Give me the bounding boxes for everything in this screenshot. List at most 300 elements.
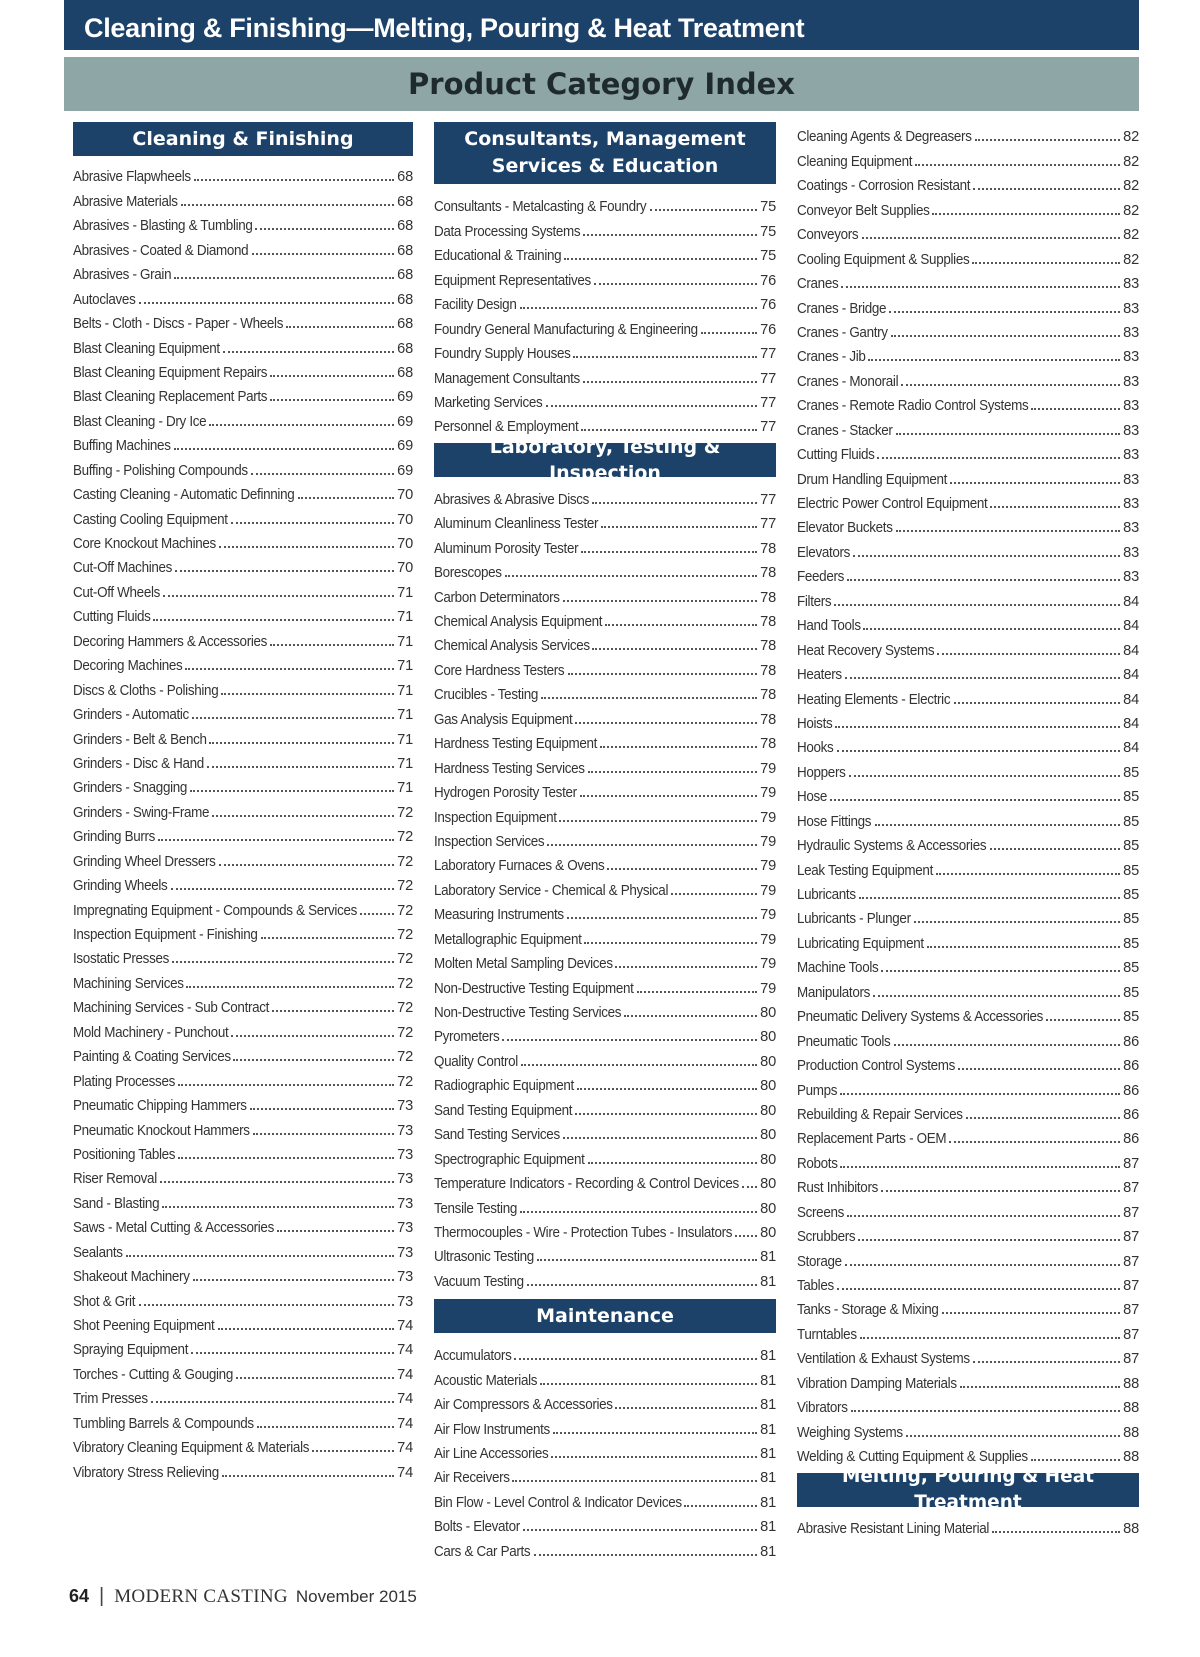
index-entry (797, 831, 1139, 855)
entry-label: Grinders - Snagging (73, 780, 188, 797)
index-entry (797, 1319, 1139, 1343)
entry-label: Vibratory Stress Relieving (73, 1464, 219, 1481)
entry-page-number: 85 (1123, 984, 1139, 1001)
entry-page-number: 85 (1123, 911, 1139, 928)
dot-leader (891, 335, 1120, 337)
entry-page-number: 82 (1123, 202, 1139, 219)
index-entry (434, 1463, 776, 1487)
entry-page-number: 77 (760, 491, 776, 508)
entry-page-number: 83 (1123, 373, 1139, 390)
entry-page-number: 80 (760, 1078, 776, 1095)
dot-leader (563, 1137, 757, 1139)
index-entry (434, 631, 776, 655)
dot-leader (835, 726, 1120, 728)
entry-label: Pyrometers (434, 1029, 500, 1046)
entry-label: Accumulators (434, 1348, 512, 1365)
entry-page-number: 85 (1123, 1009, 1139, 1026)
entry-page-number: 70 (397, 511, 413, 528)
index-entry (797, 757, 1139, 781)
entry-page-number: 72 (397, 902, 413, 919)
index-entry (434, 484, 776, 508)
entry-page-number: 88 (1123, 1520, 1139, 1537)
entry-page-number: 70 (397, 560, 413, 577)
dot-leader (207, 766, 395, 768)
entry-page-number: 69 (397, 413, 413, 430)
dot-leader (270, 644, 394, 646)
index-entry (797, 269, 1139, 293)
entry-page-number: 78 (760, 711, 776, 728)
entry-page-number: 79 (760, 882, 776, 899)
entry-label: Educational & Training (434, 248, 562, 265)
index-entry (73, 724, 413, 748)
dot-leader (958, 1068, 1120, 1070)
index-entry (434, 241, 776, 265)
index-entry (434, 924, 776, 948)
entry-page-number: 85 (1123, 862, 1139, 879)
entry-label: Buffing Machines (73, 438, 171, 455)
entry-label: Blast Cleaning Replacement Parts (73, 389, 268, 406)
index-entry (434, 1144, 776, 1168)
index-entry (797, 635, 1139, 659)
entry-page-number: 68 (397, 242, 413, 259)
index-entry (73, 1384, 413, 1408)
dot-leader (253, 1133, 395, 1135)
entry-page-number: 74 (397, 1342, 413, 1359)
index-entry (434, 192, 776, 216)
entry-label: Abrasive Resistant Lining Material (797, 1520, 990, 1537)
index-entry (797, 146, 1139, 170)
dot-leader (684, 1505, 757, 1507)
entry-label: Equipment Representatives (434, 272, 591, 289)
entry-label: Air Compressors & Accessories (434, 1397, 613, 1414)
dot-leader (607, 868, 757, 870)
column-1 (73, 122, 413, 1482)
entry-page-number: 87 (1123, 1302, 1139, 1319)
entry-label: Marketing Services (434, 394, 543, 411)
entry-list (434, 192, 776, 436)
entry-label: Isostatic Presses (73, 951, 170, 968)
dot-leader (527, 1284, 757, 1286)
entry-label: Heat Recovery Systems (797, 642, 935, 659)
dot-leader (847, 1215, 1120, 1217)
dot-leader (559, 820, 757, 822)
entry-label: Vacuum Testing (434, 1273, 524, 1290)
dot-leader (219, 864, 395, 866)
entry-label: Metallographic Equipment (434, 931, 582, 948)
entry-page-number: 80 (760, 1102, 776, 1119)
entry-page-number: 71 (397, 584, 413, 601)
index-entry (73, 1457, 413, 1481)
index-entry (797, 244, 1139, 268)
entry-label: Vibratory Cleaning Equipment & Materials (73, 1440, 310, 1457)
entry-label: Management Consultants (434, 370, 580, 387)
entry-label: Conveyors (797, 227, 859, 244)
entry-page-number: 83 (1123, 398, 1139, 415)
index-entry (73, 480, 413, 504)
entry-page-number: 68 (397, 267, 413, 284)
entry-label: Aluminum Porosity Tester (434, 540, 579, 557)
entry-page-number: 78 (760, 565, 776, 582)
dot-leader (178, 1157, 394, 1159)
dot-leader (564, 258, 757, 260)
dot-leader (859, 897, 1120, 899)
entry-label: Cranes - Monorail (797, 373, 899, 390)
entry-label: Consultants - Metalcasting & Foundry (434, 199, 647, 216)
entry-label: Sand - Blasting (73, 1195, 160, 1212)
index-entry (797, 684, 1139, 708)
entry-page-number: 83 (1123, 471, 1139, 488)
index-entry (73, 1091, 413, 1115)
index-entry (73, 651, 413, 675)
index-entry (434, 827, 776, 851)
dot-leader (847, 579, 1120, 581)
index-entry (73, 382, 413, 406)
page-number: 64 (69, 1586, 90, 1606)
entry-label: Abrasives - Coated & Diamond (73, 242, 249, 259)
index-entry (73, 895, 413, 919)
dot-leader (312, 1450, 394, 1452)
index-entry (797, 1417, 1139, 1441)
dot-leader (546, 405, 758, 407)
entry-page-number: 79 (760, 833, 776, 850)
entry-page-number: 83 (1123, 544, 1139, 561)
entry-page-number: 84 (1123, 642, 1139, 659)
index-entry (73, 529, 413, 553)
entry-label: Cutting Fluids (73, 609, 151, 626)
index-entry (797, 660, 1139, 684)
section-heading-maintenance: Maintenance (434, 1299, 776, 1333)
entry-label: Positioning Tables (73, 1146, 176, 1163)
entry-label: Storage (797, 1253, 842, 1270)
index-entry (797, 537, 1139, 561)
index-entry (73, 553, 413, 577)
index-entry (434, 900, 776, 924)
entry-page-number: 88 (1123, 1400, 1139, 1417)
entry-label: Blast Cleaning Equipment Repairs (73, 364, 268, 381)
entry-page-number: 77 (760, 394, 776, 411)
dot-leader (937, 653, 1120, 655)
index-entry (797, 293, 1139, 317)
dot-leader (223, 351, 394, 353)
dot-leader (1031, 1459, 1120, 1461)
index-entry (73, 1286, 413, 1310)
entry-label: Spectrographic Equipment (434, 1151, 585, 1168)
index-entry (434, 1390, 776, 1414)
entry-page-number: 69 (397, 438, 413, 455)
dot-leader (219, 546, 395, 548)
index-entry (434, 949, 776, 973)
index-entry (797, 904, 1139, 928)
entry-page-number: 82 (1123, 129, 1139, 146)
index-entry (797, 1002, 1139, 1026)
entry-page-number: 69 (397, 462, 413, 479)
entry-page-number: 68 (397, 340, 413, 357)
index-entry (73, 406, 413, 430)
index-entry (73, 211, 413, 235)
dot-leader (209, 424, 394, 426)
index-entry (797, 464, 1139, 488)
entry-label: Heating Elements - Electric (797, 691, 951, 708)
dot-leader (540, 1383, 757, 1385)
entry-page-number: 78 (760, 662, 776, 679)
index-entry (797, 855, 1139, 879)
dot-leader (360, 913, 394, 915)
entry-page-number: 78 (760, 614, 776, 630)
entry-label: Quality Control (434, 1053, 518, 1070)
entry-label: Cleaning Equipment (797, 153, 913, 170)
entry-page-number: 83 (1123, 349, 1139, 366)
entry-page-number: 88 (1123, 1424, 1139, 1441)
dot-leader (742, 1186, 758, 1188)
dot-leader (701, 332, 757, 334)
index-entry (73, 260, 413, 284)
entry-page-number: 80 (760, 1029, 776, 1046)
dot-leader (671, 893, 757, 895)
entry-label: Air Flow Instruments (434, 1421, 550, 1438)
dot-leader (523, 1529, 758, 1531)
entry-label: Air Line Accessories (434, 1446, 549, 1462)
dot-leader (949, 1141, 1120, 1143)
dot-leader (605, 624, 757, 626)
dot-leader (221, 693, 394, 695)
entry-page-number: 73 (397, 1171, 413, 1188)
entry-page-number: 83 (1123, 569, 1139, 586)
entry-page-number: 77 (760, 419, 776, 436)
entry-label: Inspection Equipment - Finishing (73, 927, 258, 943)
index-entry (797, 1075, 1139, 1099)
entry-label: Conveyor Belt Supplies (797, 202, 930, 219)
dot-leader (858, 1239, 1120, 1241)
dot-leader (837, 750, 1120, 752)
dot-leader (881, 1190, 1120, 1192)
dot-leader (992, 1531, 1120, 1533)
entry-label: Welding & Cutting Equipment & Supplies (797, 1449, 1028, 1466)
entry-label: Inspection Services (434, 833, 545, 850)
entry-label: Cooling Equipment & Supplies (797, 251, 970, 268)
entry-label: Cranes - Bridge (797, 300, 887, 317)
index-entry (434, 704, 776, 728)
entry-label: Hose Fittings (797, 813, 872, 830)
entry-page-number: 86 (1123, 1082, 1139, 1099)
index-entry (434, 1071, 776, 1095)
column-2 (434, 122, 776, 1561)
index-entry (797, 586, 1139, 610)
dot-leader (172, 961, 394, 963)
dot-leader (966, 1117, 1121, 1119)
index-entry (434, 875, 776, 899)
entry-page-number: 84 (1123, 691, 1139, 708)
index-entry (797, 513, 1139, 537)
dot-leader (581, 429, 757, 431)
index-entry (73, 993, 413, 1017)
entry-label: Ultrasonic Testing (434, 1249, 534, 1266)
dot-leader (837, 1288, 1120, 1290)
index-entry (73, 1066, 413, 1090)
dot-leader (863, 628, 1120, 630)
entry-label: Plating Processes (73, 1073, 175, 1090)
entry-page-number: 72 (397, 1024, 413, 1041)
entry-page-number: 87 (1123, 1351, 1139, 1368)
index-entry (73, 968, 413, 992)
dot-leader (873, 995, 1120, 997)
header-banner: Cleaning & Finishing—Melting, Pouring & Heat Treatment (64, 0, 1139, 50)
entry-label: Thermocouples - Wire - Protection Tubes - Insulators (434, 1224, 733, 1241)
entry-label: Tumbling Barrels & Compounds (73, 1415, 254, 1432)
entry-label: Crucibles - Testing (434, 687, 539, 704)
entry-page-number: 68 (397, 193, 413, 210)
index-entry (434, 778, 776, 802)
index-entry (73, 1188, 413, 1212)
index-entry (797, 1051, 1139, 1075)
index-entry (73, 602, 413, 626)
section-heading-melting-pouring: Melting, Pouring & Heat Treatment (797, 1473, 1139, 1507)
issue-date: November 2015 (295, 1586, 417, 1606)
entry-label: Air Receivers (434, 1470, 510, 1487)
entry-label: Foundry Supply Houses (434, 346, 571, 363)
dot-leader (236, 1377, 394, 1379)
dot-leader (252, 253, 394, 255)
entry-label: Riser Removal (73, 1171, 157, 1188)
dot-leader (553, 1432, 757, 1434)
entry-label: Grinders - Automatic (73, 707, 189, 724)
entry-page-number: 76 (760, 272, 776, 289)
entry-page-number: 88 (1123, 1449, 1139, 1466)
dot-leader (914, 921, 1120, 923)
dot-leader (972, 262, 1120, 264)
dot-leader (868, 359, 1120, 361)
entry-page-number: 71 (397, 707, 413, 724)
entry-page-number: 87 (1123, 1229, 1139, 1246)
entry-label: Hooks (797, 740, 834, 757)
dot-leader (583, 234, 757, 236)
dot-leader (583, 381, 757, 383)
entry-label: Measuring Instruments (434, 907, 564, 924)
index-entry (797, 489, 1139, 513)
section-heading-laboratory: Laboratory, Testing & Inspection (434, 443, 776, 477)
entry-page-number: 70 (397, 536, 413, 552)
entry-label: Robots (797, 1155, 838, 1172)
dot-leader (186, 986, 394, 988)
entry-page-number: 85 (1123, 935, 1139, 952)
index-entry (73, 284, 413, 308)
index-entry (797, 928, 1139, 952)
entry-label: Non-Destructive Testing Services (434, 1005, 622, 1021)
index-entry (797, 806, 1139, 830)
dot-leader (212, 815, 394, 817)
entry-page-number: 86 (1123, 1033, 1139, 1050)
entry-label: Decoring Machines (73, 658, 183, 675)
dot-leader (563, 600, 757, 602)
dot-leader (592, 502, 757, 504)
dot-leader (877, 457, 1120, 459)
entry-page-number: 80 (760, 1127, 776, 1144)
page-footer (69, 1585, 417, 1608)
entry-label: Grinding Burrs (73, 829, 156, 846)
entry-page-number: 83 (1123, 300, 1139, 317)
entry-page-number: 81 (760, 1372, 776, 1389)
index-entry (797, 1124, 1139, 1148)
entry-page-number: 85 (1123, 838, 1139, 855)
dot-leader (896, 433, 1120, 435)
dot-leader (960, 1386, 1120, 1388)
index-entry (797, 1222, 1139, 1246)
dot-leader (600, 746, 757, 748)
entry-label: Grinding Wheel Dressers (73, 853, 216, 870)
index-entry (73, 1237, 413, 1261)
entry-page-number: 86 (1123, 1131, 1139, 1148)
entry-label: Cars & Car Parts (434, 1543, 531, 1560)
entry-page-number: 79 (760, 760, 776, 777)
dot-leader (584, 942, 757, 944)
dot-leader (650, 209, 758, 211)
entry-label: Abrasives - Grain (73, 267, 172, 284)
dot-leader (840, 1166, 1120, 1168)
entry-label: Trim Presses (73, 1391, 148, 1408)
dot-leader (185, 668, 394, 670)
entry-list (797, 122, 1139, 1466)
entry-page-number: 75 (760, 248, 776, 265)
entry-label: Hardness Testing Equipment (434, 736, 598, 753)
dot-leader (845, 1264, 1120, 1266)
dot-leader (1031, 408, 1120, 410)
entry-page-number: 83 (1123, 324, 1139, 341)
entry-label: Tanks - Storage & Mixing (797, 1302, 939, 1319)
entry-page-number: 73 (397, 1195, 413, 1212)
entry-label: Scrubbers (797, 1229, 856, 1246)
dot-leader (505, 575, 757, 577)
index-entry (73, 1408, 413, 1432)
entry-label: Foundry General Manufacturing & Engineering (434, 321, 698, 338)
index-entry (434, 1169, 776, 1193)
entry-page-number: 83 (1123, 447, 1139, 464)
dot-leader (160, 1181, 394, 1183)
entry-label: Radiographic Equipment (434, 1078, 574, 1095)
entry-page-number: 84 (1123, 593, 1139, 610)
dot-leader (575, 1113, 757, 1115)
dot-leader (298, 497, 394, 499)
index-entry (797, 562, 1139, 586)
dot-leader (255, 228, 394, 230)
entry-page-number: 83 (1123, 496, 1139, 512)
dot-leader (534, 1554, 758, 1556)
dot-leader (950, 482, 1120, 484)
entry-page-number: 68 (397, 218, 413, 235)
dot-leader (151, 1401, 395, 1403)
dot-leader (637, 991, 758, 993)
index-entry (434, 1095, 776, 1119)
entry-label: Tensile Testing (434, 1200, 518, 1217)
index-entry (797, 318, 1139, 342)
dot-leader (520, 307, 757, 309)
entry-label: Torches - Cutting & Gouging (73, 1366, 233, 1383)
index-entry (73, 675, 413, 699)
index-entry (797, 880, 1139, 904)
index-entry (73, 871, 413, 895)
section-heading-consultants: Consultants, Management Services & Education (434, 122, 776, 184)
entry-label: Borescopes (434, 565, 502, 582)
dot-leader (860, 1337, 1120, 1339)
page-title: Product Category Index (64, 57, 1139, 111)
entry-label: Saws - Metal Cutting & Accessories (73, 1220, 274, 1237)
entry-label: Grinders - Disc & Hand (73, 755, 204, 772)
entry-page-number: 82 (1123, 227, 1139, 244)
index-entry (797, 1100, 1139, 1124)
dot-leader (588, 771, 757, 773)
entry-label: Buffing - Polishing Compounds (73, 462, 248, 479)
entry-page-number: 87 (1123, 1253, 1139, 1270)
dot-leader (936, 873, 1120, 875)
entry-label: Grinders - Belt & Bench (73, 731, 207, 748)
